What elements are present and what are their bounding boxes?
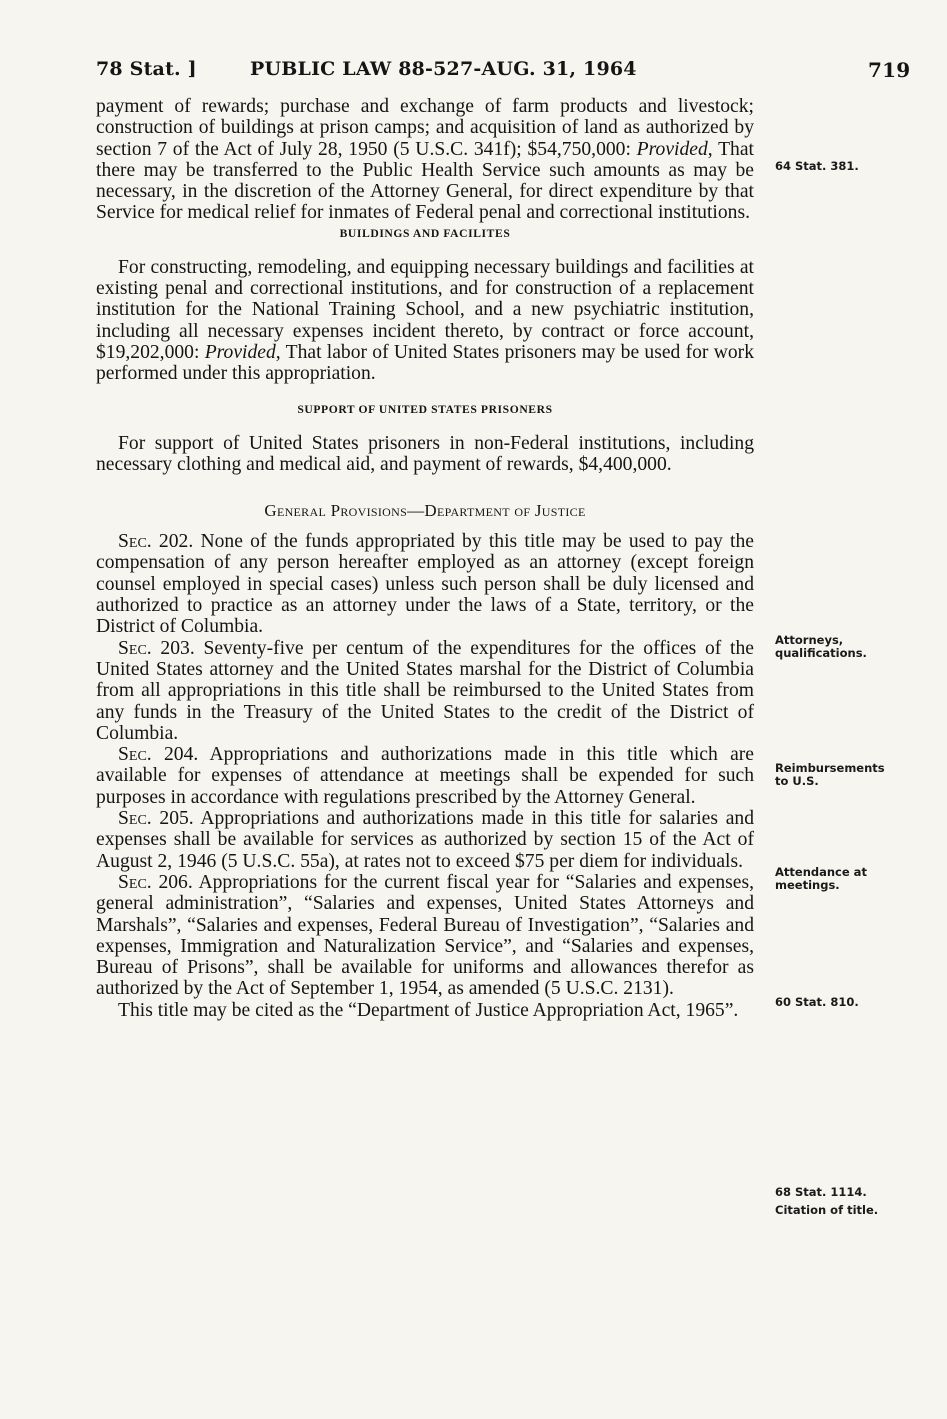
citation-paragraph: This title may be cited as the “Department of Justice Appropriation Act, 1965”.	[118, 999, 739, 1021]
section-203: Sec. 203. Seventy-five per centum of the expenditures for the offices of the United States attorney and the United States marshal for the District of Columbia from all appropriations in this title shall be reimbursed to the United States from any funds in the Treasury of the United States to the credit of the District of Columbia.	[96, 637, 754, 744]
section-205: Sec. 205. Appropriations and authorizations made in this title for salaries and expenses shall be available for services as authorized by section 15 of the Act of August 2, 1946 (5 U.S.C. 55a), at rates not to exceed $75 per diem for individuals.	[96, 808, 754, 872]
section-202: Sec. 202. None of the funds appropriated by this title may be used to pay the compensation of any person hereafter employed as an attorney (except foreign counsel employed in special cases) unless such person shall be duly licensed and authorized to practice as an attorney under the laws of a State, territory, or the District of Columbia.	[96, 531, 754, 638]
margin-note-attendance-meetings: Attendance at meetings.	[775, 865, 867, 892]
heading-buildings-facilities: BUILDINGS AND FACILITES	[339, 226, 511, 240]
margin-note-68-stat-1114: 68 Stat. 1114.	[775, 1185, 867, 1199]
margin-note-64-stat-381: 64 Stat. 381.	[775, 159, 859, 173]
margin-note-reimbursements: Reimbursements to U.S.	[775, 761, 885, 788]
body-text	[96, 96, 754, 1021]
page-number: 719	[868, 58, 911, 82]
public-law-header: PUBLIC LAW 88-527-AUG. 31, 1964	[250, 58, 637, 80]
margin-note-60-stat-810: 60 Stat. 810.	[775, 995, 859, 1009]
section-206: Sec. 206. Appropriations for the current fiscal year for “Salaries and expenses, general administration”, “Salaries and expenses, United States Attorneys and Marshals”, “Salaries and expenses, Federal Bureau of Investigation”, “Salaries and expenses, Immigration and Naturalization Service”, and “Salaries and expenses, Bureau of Prisons”, shall be available for uniforms and allowances therefor as authorized by the Act of September 1, 1954, as amended (5 U.S.C. 2131).	[96, 871, 755, 1000]
heading-support-prisoners: SUPPORT OF UNITED STATES PRISONERS	[297, 402, 553, 416]
paragraph-support: For support of United States prisoners in non-Federal institutions, including necessary clothing and medical aid, and payment of rewards, $4,400,000.	[96, 432, 754, 475]
section-204: Sec. 204. Appropriations and authorizations made in this title which are available for expenses of attendance at meetings shall be expended for such purposes in accordance with regulations prescribed by the Attorney General.	[96, 744, 755, 808]
heading-general-provisions: General Provisions—Department of Justice	[264, 501, 586, 521]
paragraph-buildings: For constructing, remodeling, and equipping necessary buildings and facilities at existing penal and correctional institutions, and for construction of a replacement institution for the National Training School, and a new psychiatric institution, including all necessary expenses incident thereto, by contract or force account, $19,202,000: Provided, That labor of United States prisoners may be used for work performed under this appropriation.	[96, 256, 754, 385]
paragraph-prisons-continuation: payment of rewards; purchase and exchange of farm products and livestock; construction of buildings at prison camps; and acquisition of land as authorized by section 7 of the Act of July 28, 1950 (5 U.S.C. 341f); $54,750,000: Provided, That there may be transferred to the Public Health Service such amounts as may be necessary, in the discretion of the Attorney General, for direct expenditure by that Service for medical relief for inmates of Federal penal and correctional institutions.	[96, 96, 754, 224]
margin-note-citation-of-title: Citation of title.	[775, 1203, 879, 1217]
margin-note-attorneys-qualifications: Attorneys, qualifications.	[775, 633, 867, 660]
statute-volume-header: 78 Stat. ]	[96, 58, 197, 80]
